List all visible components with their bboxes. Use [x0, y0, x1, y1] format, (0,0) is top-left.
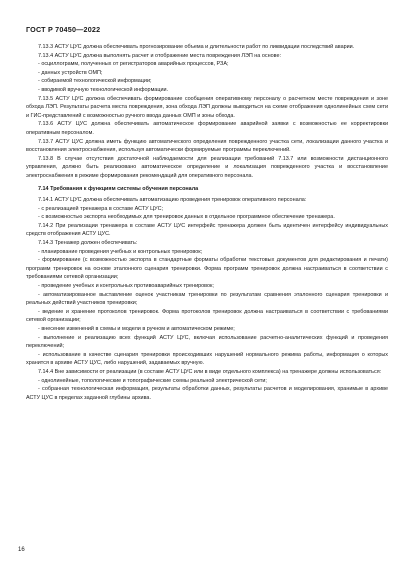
- list-item: - собираемой технологической информации;: [38, 78, 152, 85]
- paragraph: 7.14.3 Тренажер должен обеспечивать:: [38, 240, 138, 247]
- list-item: - использование в качестве сценария тренировки происходивших нарушений нормального режима работы, информация о которых хранится в архиве АСТУ ЦУС, либо нарушений, задаваемых вручную.: [26, 351, 388, 367]
- list-item: - ведение и хранение протоколов тренировок. Форма протоколов тренировок должна настраиваться в соответствии с требованиями сетевой организации;: [26, 308, 388, 324]
- list-item: - собранная технологическая информация, результаты обработки данных, результаты расчетов и моделирования, хранимые в архиве АСТУ ЦУС в пределах заданной глубины архива.: [26, 386, 388, 401]
- list-item: - внесение изменений в схемы и модели в ручном и автоматическом режиме;: [38, 326, 235, 332]
- list-item: - однолинейные, топологические и топографические схемы реальной электрической сети;: [38, 377, 267, 384]
- paragraph: 7.13.3 АСТУ ЦУС должна обеспечивать прогнозирование объема и длительности работ по ликвидации последствий аварии.: [38, 44, 355, 50]
- paragraph: 7.13.7 АСТУ ЦУС должна иметь функцию автоматического определения поврежденного участка сети, локализации данного участка и восстановления электроснабжения, используя автоматически формируемые программы переключений.: [26, 138, 388, 154]
- document-header: ГОСТ Р 70450—2022: [26, 25, 101, 34]
- page-number: 16: [18, 547, 25, 553]
- list-item: - планирование проведения учебных и контрольных тренировок;: [38, 248, 203, 255]
- list-item: - проведение учебных и контрольных противоаварийных тренировок;: [38, 283, 214, 290]
- list-item: - формирование (с возможностью экспорта в стандартные форматы обработки текстовых документов для редактирования и печати) программ тренировок на основе эталонного сценария тренировки. Форма программ тренировок должна настраиваться в соответствии с требованиями сетевой организации;: [26, 257, 388, 281]
- list-item: - вводимой вручную технологической информации.: [38, 86, 169, 93]
- list-item: - осциллограмм, полученных от регистраторов аварийных процессов, РЗА;: [38, 61, 229, 68]
- paragraph: 7.13.6 АСТУ ЦУС должна обеспечивать автоматическое формирование аварийной заявки с возможностью ее корректировки оперативным персоналом.: [26, 121, 388, 136]
- document-body: [26, 43, 388, 402]
- paragraph: 7.13.8 В случае отсутствия достаточной наблюдаемости для реализации требований 7.13.7 или возможности дистанционного управления, должно быть реализовано автоматическое определение и локализация поврежденного участка и восстановление электроснабжения в режиме формирования рекомендаций для оперативного персонала.: [26, 155, 388, 179]
- list-item: - данных устройств ОМП;: [38, 69, 103, 76]
- list-item: - с реализацией тренажера в составе АСТУ ЦУС;: [38, 205, 164, 212]
- section-heading: 7.14 Требования к функциям системы обучения персонала: [38, 185, 199, 192]
- list-item: - с возможностью экспорта необходимых для тренировок данных в отдельное программное обеспечение тренажера.: [38, 214, 335, 221]
- paragraph: 7.14.4 Вне зависимости от реализации (в составе АСТУ ЦУС или в виде отдельного комплекса) на тренажере должны использоваться:: [38, 368, 382, 375]
- paragraph: 7.14.1 АСТУ ЦУС должна обеспечивать автоматизацию проведения тренировок оперативного персонала:: [38, 197, 307, 204]
- paragraph: 7.13.5 АСТУ ЦУС должна обеспечивать формирование сообщения оперативному персоналу о расчетном месте повреждения и зоне обхода ЛЭП. Результаты расчета места повреждения, зона обхода ЛЭП должны выводиться на схеме отображения однолинейных схем сети и ГИС-представлений с возможностью ручного ввода данных ОМП и зоны обхода.: [26, 95, 388, 119]
- list-item: - выполнение и реализацию всех функций АСТУ ЦУС, включая использование расчетно-аналитических функций и проведения переключений;: [26, 334, 388, 350]
- paragraph: 7.13.4 АСТУ ЦУС должна выполнять расчет и отображение места повреждения ЛЭП на основе:: [38, 52, 281, 59]
- paragraph: 7.14.2 При реализации тренажера в составе АСТУ ЦУС интерфейс тренажера должен быть идентичен интерфейсу индивидуальных средств отображения АСТУ ЦУС.: [26, 222, 388, 238]
- list-item: - автоматизированное выставление оценок участникам тренировки по результатам сравнения эталонного сценария тренировки и реальных действий участников тренировки;: [26, 291, 388, 307]
